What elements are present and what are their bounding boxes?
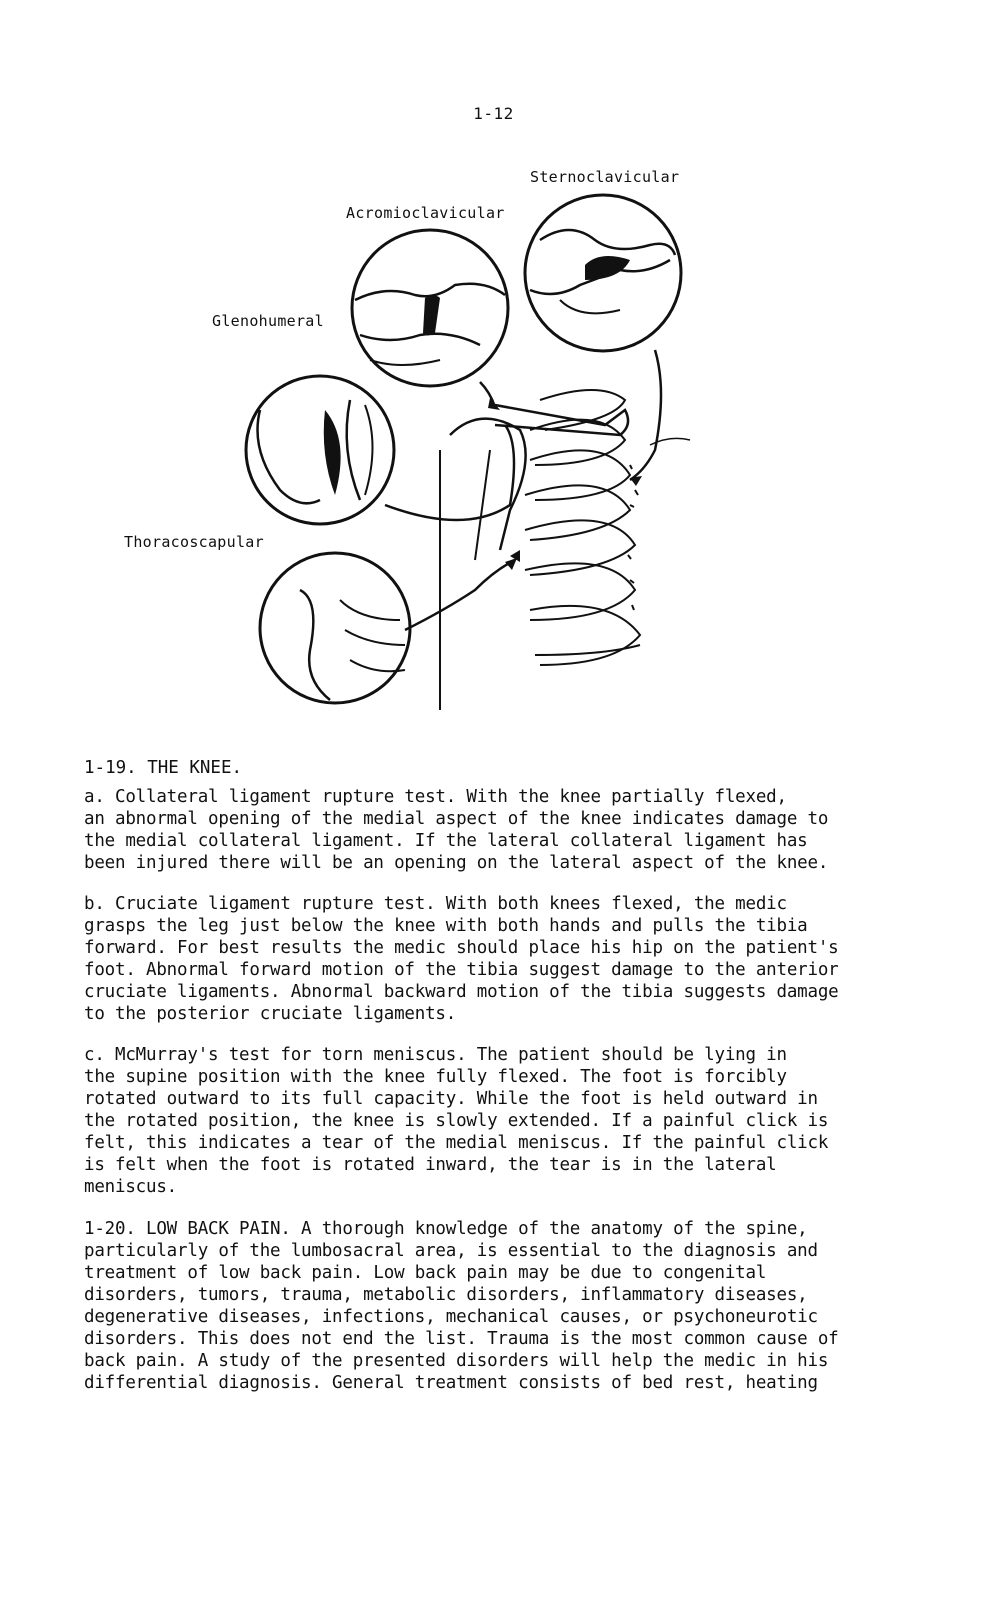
page-number: 1-12 <box>473 104 514 123</box>
paragraph-b <box>84 893 924 1025</box>
paragraph-a-text: a. Collateral ligament rupture test. With the knee partially flexed, an abnormal opening of the medial aspect of the knee indicates damage to the medial collateral ligament. If the lateral collateral ligament has been injured there will be an opening on the lateral aspect of the knee. <box>84 787 829 873</box>
label-sternoclavicular: Sternoclavicular <box>530 168 680 186</box>
label-glenohumeral: Glenohumeral <box>212 312 324 330</box>
section-heading-knee: 1-19. THE KNEE. <box>84 758 243 778</box>
shoulder-joints-illustration <box>110 160 730 720</box>
low-back-pain-text: 1-20. LOW BACK PAIN. A thorough knowledge of the anatomy of the spine, particularly of the lumbosacral area, is essential to the diagnosis and treatment of low back pain. Low back pain may be due to congenital disorders, tumors, trauma, metabolic disorders, inflammatory diseases, degenerative diseases, infections, mechanical causes, or psychoneurotic disorders. This does not end the list. Trauma is the most common cause of back pain. A study of the presented disorders will help the medic in his differential diagnosis. General treatment consists of bed rest, heating <box>84 1219 839 1393</box>
shoulder-joints-figure <box>110 160 730 720</box>
label-thoracoscapular: Thoracoscapular <box>124 533 264 551</box>
paragraph-c <box>84 1044 924 1198</box>
paragraph-c-text: c. McMurray's test for torn meniscus. The patient should be lying in the supine position with the knee fully flexed. The foot is forcibly rotated outward to its full capacity. While the foot is held outward in the rotated position, the knee is slowly extended. If a painful click is felt, this indicates a tear of the medial meniscus. If the painful click is felt when the foot is rotated inward, the tear is in the lateral meniscus. <box>84 1045 829 1197</box>
thoracoscapular-inset <box>260 553 410 703</box>
label-acromioclavicular: Acromioclavicular <box>346 204 505 222</box>
paragraph-a <box>84 786 924 874</box>
section-low-back-pain <box>84 1218 924 1394</box>
paragraph-b-text: b. Cruciate ligament rupture test. With both knees flexed, the medic grasps the leg just below the knee with both hands and pulls the tibia forward. For best results the medic should place his hip on the patient's foot. Abnormal forward motion of the tibia suggest damage to the anterior cruciate ligaments. Abnormal backward motion of the tibia suggests damage to the posterior cruciate ligaments. <box>84 894 839 1024</box>
